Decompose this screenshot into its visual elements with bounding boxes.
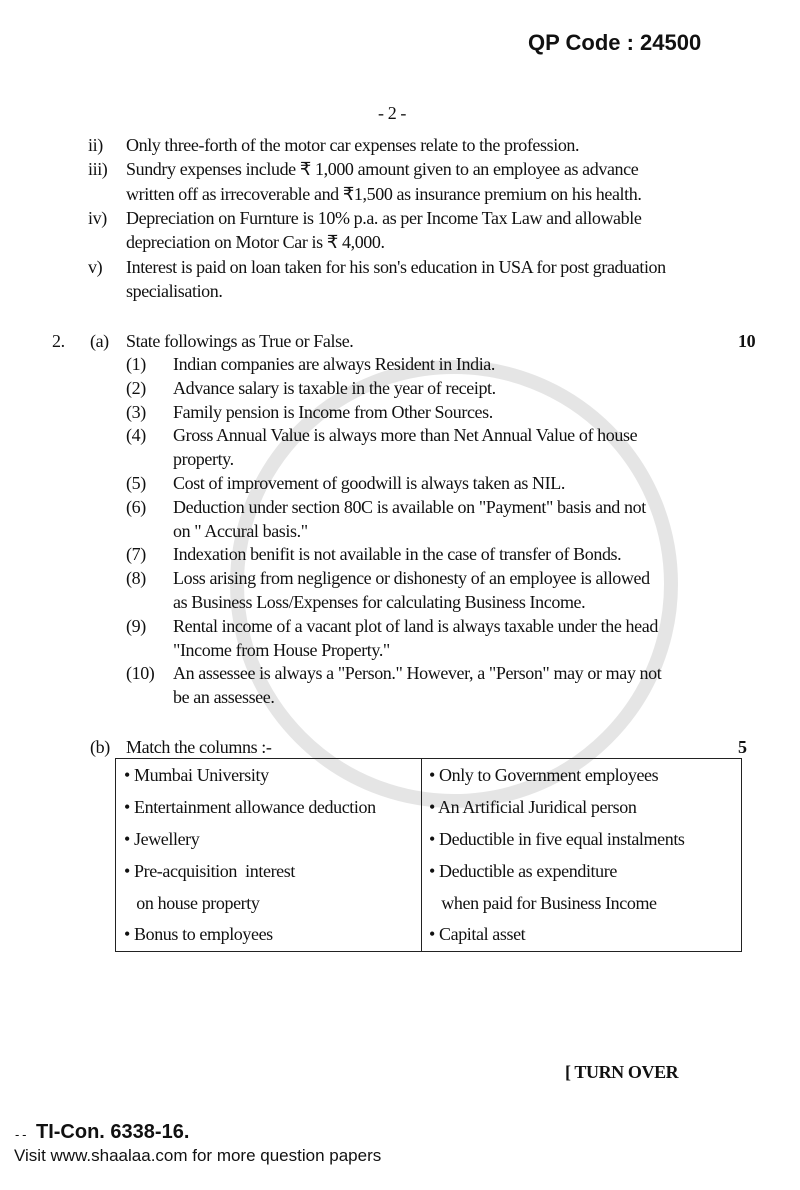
- qp-code: QP Code : 24500: [528, 30, 702, 55]
- footer-dashes: - -: [15, 1127, 27, 1142]
- item-text: Indexation benifit is not available in the case of transfer of Bonds.: [173, 544, 622, 565]
- item-number: (8): [126, 568, 146, 589]
- left-column-item: • Bonus to employees: [124, 924, 273, 944]
- item-text: "Income from House Property.": [173, 639, 390, 660]
- item-text: specialisation.: [126, 280, 223, 301]
- part-a-marks: 10: [738, 331, 756, 351]
- item-text: written off as irrecoverable and ₹1,500 as insurance premium on his health.: [126, 183, 642, 204]
- item-text: Family pension is Income from Other Sources.: [173, 401, 493, 422]
- item-number: ii): [88, 135, 103, 155]
- match-columns-table: [115, 758, 742, 952]
- item-text: Only three-forth of the motor car expenses relate to the profession.: [126, 135, 580, 155]
- part-b-marks: 5: [738, 737, 747, 757]
- right-column-item: • Deductible in five equal instalments: [429, 829, 685, 849]
- item-number: (3): [126, 401, 146, 422]
- right-column-item: • Only to Government employees: [429, 765, 659, 785]
- item-text: Rental income of a vacant plot of land is always taxable under the head: [173, 615, 658, 636]
- left-column-item: • Entertainment allowance deduction: [124, 797, 376, 817]
- item-text: Gross Annual Value is always more than Net Annual Value of house: [173, 425, 638, 446]
- item-text: Interest is paid on loan taken for his son's education in USA for post graduation: [126, 256, 666, 277]
- item-text: Indian companies are always Resident in India.: [173, 354, 495, 374]
- item-text: Loss arising from negligence or dishonesty of an employee is allowed: [173, 568, 650, 589]
- right-column-item: • An Artificial Juridical person: [429, 797, 637, 817]
- left-column-item: • Mumbai University: [124, 765, 269, 785]
- item-text: An assessee is always a "Person." However, a "Person" may or may not: [173, 663, 662, 684]
- item-text: Sundry expenses include ₹ 1,000 amount given to an employee as advance: [126, 159, 639, 180]
- left-column-item: on house property: [124, 893, 260, 913]
- question-2-number: 2.: [52, 331, 65, 351]
- item-text: Depreciation on Furnture is 10% p.a. as per Income Tax Law and allowable: [126, 207, 642, 228]
- item-text: on " Accural basis.": [173, 520, 308, 541]
- turn-over: [ TURN OVER: [565, 1062, 679, 1082]
- item-number: (2): [126, 377, 146, 398]
- item-number: (6): [126, 496, 146, 517]
- item-text: as Business Loss/Expenses for calculating Business Income.: [173, 592, 586, 612]
- item-number: (9): [126, 615, 146, 636]
- part-a-label: (a): [90, 331, 109, 351]
- item-text: Deduction under section 80C is available on "Payment" basis and not: [173, 496, 646, 517]
- right-column-item: when paid for Business Income: [429, 893, 657, 913]
- item-number: (7): [126, 544, 146, 565]
- right-column-item: • Deductible as expenditure: [429, 861, 617, 881]
- item-text: depreciation on Motor Car is ₹ 4,000.: [126, 232, 385, 253]
- column-divider: [421, 759, 422, 951]
- item-text: Cost of improvement of goodwill is always taken as NIL.: [173, 473, 565, 493]
- item-text: property.: [173, 449, 234, 470]
- item-number: (5): [126, 473, 146, 493]
- page-number: - 2 -: [378, 103, 406, 123]
- item-number: (1): [126, 354, 146, 374]
- left-column-item: • Pre-acquisition interest: [124, 861, 295, 881]
- item-number: iii): [88, 159, 108, 180]
- item-number: (10): [126, 663, 155, 684]
- part-a-title: State followings as True or False.: [126, 331, 354, 351]
- part-b-title: Match the columns :-: [126, 737, 272, 757]
- item-number: v): [88, 256, 103, 277]
- item-text: Advance salary is taxable in the year of receipt.: [173, 377, 496, 398]
- part-b-label: (b): [90, 737, 110, 757]
- item-text: be an assessee.: [173, 687, 275, 708]
- right-column-item: • Capital asset: [429, 924, 526, 944]
- paper-code: TI-Con. 6338-16.: [36, 1121, 190, 1143]
- item-number: (4): [126, 425, 146, 446]
- item-number: iv): [88, 207, 107, 228]
- visit-link[interactable]: Visit www.shaalaa.com for more question papers: [14, 1146, 382, 1165]
- left-column-item: • Jewellery: [124, 829, 200, 849]
